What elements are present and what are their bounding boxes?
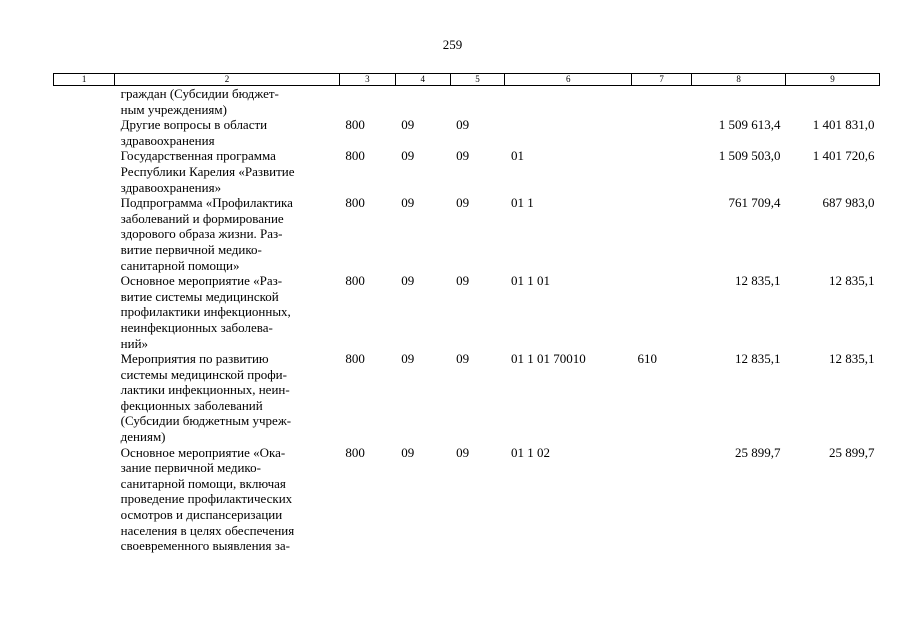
row-code-cell [54,148,115,195]
target-article-code: 01 1 01 [510,273,550,289]
amount-col8 [692,86,786,118]
target-article-code: 01 1 01 70010 [510,351,586,367]
amount-col8: 12 835,1 [735,351,781,367]
column-header-9: 9 [786,74,880,86]
table-row [54,148,880,195]
section-code [395,86,450,118]
amount-col8: 761 709,4 [728,195,781,211]
table-row [54,86,880,118]
row-code-cell [54,273,115,351]
column-header-6: 6 [505,74,632,86]
ministry-code: 800 [345,195,365,211]
target-article-code: 01 1 02 [510,444,550,460]
ministry-code [339,86,395,118]
amount-col8: 25 899,7 [735,444,781,460]
ministry-code: 800 [345,148,365,164]
target-article-code: 01 [510,148,524,164]
expense-type-code [632,273,692,351]
subsection-code: 09 [456,195,470,211]
expense-type-code [632,117,692,148]
amount-col9: 1 401 831,0 [812,117,875,133]
row-name: Мероприятия по развитию системы медицинской профи- лактики инфекционных, неин- фекционных заболеваний (Субсидии бюджетным учреж- дениям) [120,351,292,445]
row-name: Основное мероприятие «Ока- зание первичной медико- санитарной помощи, включая проведение профилактических осмотров и диспансеризации населения в целях обеспечения своевременного выявления за- [120,444,295,554]
amount-col9 [786,86,880,118]
subsection-code: 09 [456,273,470,289]
target-article-code [505,117,632,148]
table-row [54,351,880,445]
header-row [54,74,880,86]
table-row [54,195,880,273]
row-name: Государственная программа Республики Карелия «Развитие здравоохранения» [120,148,295,195]
section-code: 09 [401,195,415,211]
table-row [54,117,880,148]
subsection-code: 09 [456,444,470,460]
column-header-2: 2 [115,74,340,86]
row-code-cell [54,445,115,554]
amount-col9: 25 899,7 [829,444,875,460]
subsection-code: 09 [456,117,470,133]
expense-type-code: 610 [637,351,658,367]
amount-col8: 1 509 613,4 [718,117,781,133]
table-body [54,86,880,554]
row-name: Основное мероприятие «Раз- витие системы медицинской профилактики инфекционных, неинфекционных заболева- ний» [120,273,291,351]
ministry-code: 800 [345,117,365,133]
section-code: 09 [401,148,415,164]
amount-col8: 1 509 503,0 [718,148,781,164]
row-code-cell [54,195,115,273]
expense-type-code [632,195,692,273]
column-header-1: 1 [54,74,115,86]
row-name: граждан (Субсидии бюджет- ным учреждениям) [120,86,279,117]
row-name: Подпрограмма «Профилактика заболеваний и формирование здорового образа жизни. Раз- витие первичной медико- санитарной помощи» [120,195,293,273]
table-row [54,445,880,554]
section-code: 09 [401,351,415,367]
ministry-code: 800 [345,444,365,460]
table-header [54,74,880,86]
section-code: 09 [401,273,415,289]
row-code-cell [54,117,115,148]
target-article-code: 01 1 [510,195,534,211]
section-code: 09 [401,117,415,133]
amount-col9: 1 401 720,6 [812,148,875,164]
column-header-5: 5 [450,74,505,86]
expense-type-code [632,86,692,118]
column-header-3: 3 [339,74,395,86]
target-article-code [505,86,632,118]
ministry-code: 800 [345,351,365,367]
amount-col8: 12 835,1 [735,273,781,289]
amount-col9: 12 835,1 [829,273,875,289]
section-code: 09 [401,444,415,460]
row-name: Другие вопросы в области здравоохранения [120,117,268,148]
ministry-code: 800 [345,273,365,289]
amount-col9: 687 983,0 [822,195,875,211]
column-header-7: 7 [632,74,692,86]
row-code-cell [54,86,115,118]
budget-table [53,73,880,554]
column-header-8: 8 [692,74,786,86]
amount-col9: 12 835,1 [829,351,875,367]
subsection-code: 09 [456,351,470,367]
page-number: 259 [442,37,463,52]
table-row [54,273,880,351]
row-code-cell [54,351,115,445]
subsection-code [450,86,505,118]
subsection-code: 09 [456,148,470,164]
expense-type-code [632,148,692,195]
column-header-4: 4 [395,74,450,86]
expense-type-code [632,445,692,554]
